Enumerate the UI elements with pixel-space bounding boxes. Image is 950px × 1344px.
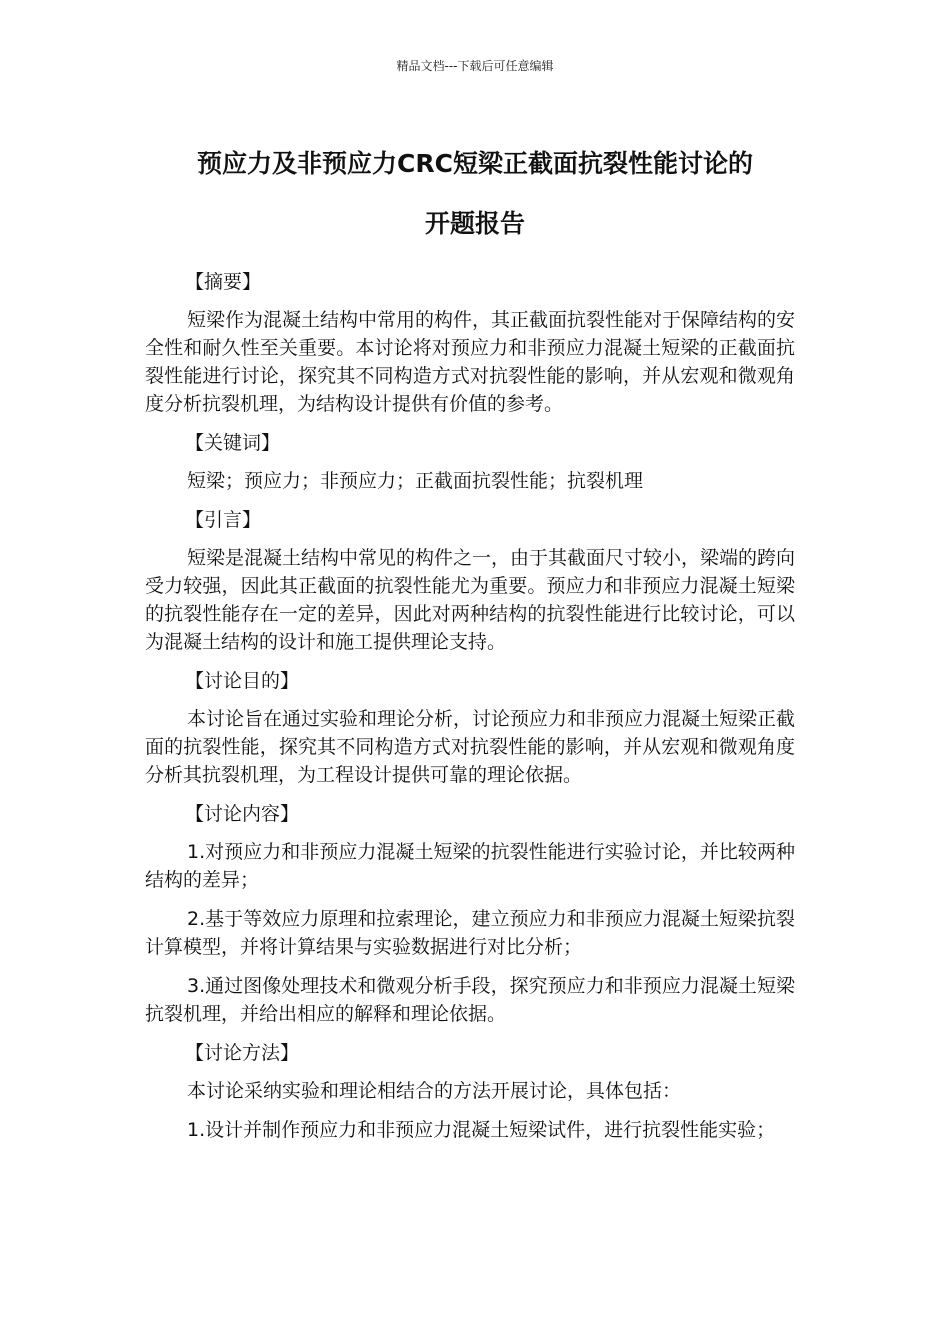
method-item-1: 1.设计并制作预应力和非预应力混凝土短梁试件，进行抗裂性能实验； — [187, 1119, 776, 1141]
keywords-paragraph: 短梁；预应力；非预应力；正截面抗裂性能；抗裂机理 — [187, 470, 644, 492]
method-heading: 【讨论方法】 — [185, 1042, 300, 1064]
purpose-paragraph: 本讨论旨在通过实验和理论分析，讨论预应力和非预应力混凝土短梁正截面的抗裂性能，探究其不同构造方式对抗裂性能的影响，并从宏观和微观角度分析其抗裂机理，为工程设计提供可靠的理论依据。 — [145, 708, 796, 786]
keywords-heading: 【关键词】 — [185, 432, 281, 454]
content-item-2: 2.基于等效应力原理和拉索理论，建立预应力和非预应力混凝土短梁抗裂计算模型，并将计算结果与实验数据进行对比分析； — [145, 908, 795, 958]
abstract-heading: 【摘要】 — [185, 271, 262, 293]
content-heading: 【讨论内容】 — [185, 803, 300, 825]
content-item-3: 3.通过图像处理技术和微观分析手段，探究预应力和非预应力混凝土短梁抗裂机理，并给出相应的解释和理论依据。 — [145, 975, 795, 1025]
content-item-1: 1.对预应力和非预应力混凝土短梁的抗裂性能进行实验讨论，并比较两种结构的差异； — [145, 841, 795, 891]
document-body — [145, 268, 795, 1155]
abstract-paragraph: 短梁作为混凝土结构中常用的构件，其正截面抗裂性能对于保障结构的安全性和耐久性至关重要。本讨论将对预应力和非预应力混凝土短梁的正截面抗裂性能进行讨论，探究其不同构造方式对抗裂性能的影响，并从宏观和微观角度分析抗裂机理，为结构设计提供有价值的参考。 — [145, 309, 796, 415]
method-paragraph: 本讨论采纳实验和理论相结合的方法开展讨论，具体包括： — [187, 1080, 682, 1102]
header-note: 精品文档---下载后可任意编辑 — [396, 59, 554, 73]
introduction-heading: 【引言】 — [185, 509, 262, 531]
purpose-heading: 【讨论目的】 — [185, 670, 300, 692]
document-title — [120, 134, 830, 254]
introduction-paragraph: 短梁是混凝土结构中常见的构件之一，由于其截面尺寸较小，梁端的跨向受力较强，因此其正截面的抗裂性能尤为重要。预应力和非预应力混凝土短梁的抗裂性能存在一定的差异，因此对两种结构的抗裂性能进行比较讨论，可以为混凝土结构的设计和施工提供理论支持。 — [145, 547, 796, 653]
title-line-2: 开题报告 — [424, 209, 525, 238]
title-line-1: 预应力及非预应力CRC短梁正截面抗裂性能讨论的 — [197, 149, 753, 178]
